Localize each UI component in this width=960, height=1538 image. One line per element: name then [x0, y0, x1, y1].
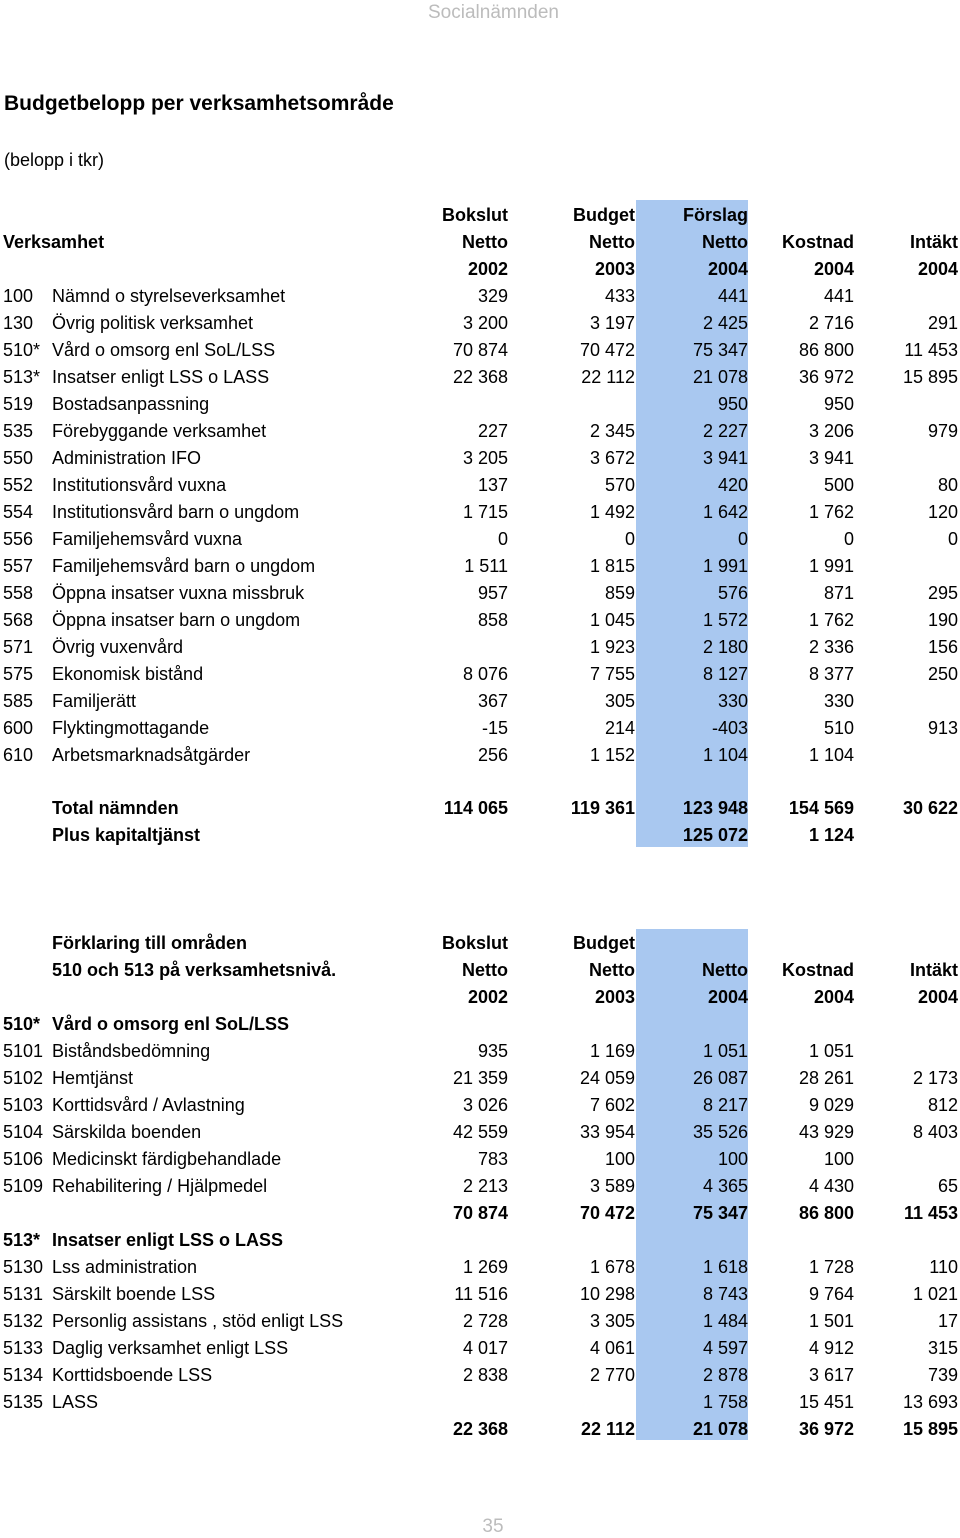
cell-bokslut-2002: 42 559 [452, 1122, 508, 1142]
cell-kostnad-2004: 2 336 [808, 637, 854, 657]
table-row [0, 1065, 960, 1092]
cell-bokslut-2002: 137 [477, 475, 508, 495]
cell-forslag-2004: 2004 [707, 259, 748, 279]
cell-label: Vård o omsorg enl SoL/LSS [52, 1014, 290, 1034]
table-row [0, 1308, 960, 1335]
cell-intakt-2004: 0 [947, 529, 958, 549]
cell-kostnad-2004: 3 206 [808, 421, 854, 441]
cell-intakt-2004: 11 453 [903, 1203, 958, 1223]
cell-budget-2003: 2003 [594, 987, 635, 1007]
cell-forslag-2004: 8 743 [702, 1284, 748, 1304]
cell-label: Förebyggande verksamhet [52, 421, 267, 441]
cell-forslag-2004: 35 526 [692, 1122, 748, 1142]
cell-code: 600 [3, 718, 34, 738]
cell-label: Övrig vuxenvård [52, 637, 184, 657]
cell-label: Lss administration [52, 1257, 198, 1277]
cell-kostnad-2004: 3 617 [808, 1365, 854, 1385]
cell-code: Verksamhet [3, 232, 105, 252]
cell-bokslut-2002: 2002 [467, 987, 508, 1007]
table-row [0, 418, 960, 445]
cell-label: Familjehemsvård vuxna [52, 529, 243, 549]
cell-code: 5134 [3, 1365, 44, 1385]
cell-code: 519 [3, 394, 34, 414]
cell-label: Särskilt boende LSS [52, 1284, 216, 1304]
cell-budget-2003: 22 112 [580, 1419, 635, 1439]
cell-code: 552 [3, 475, 34, 495]
cell-intakt-2004: 120 [927, 502, 958, 522]
cell-kostnad-2004: 36 972 [798, 367, 854, 387]
cell-budget-2003: 0 [624, 529, 635, 549]
cell-intakt-2004: 65 [937, 1176, 958, 1196]
cell-code: 5101 [3, 1041, 44, 1061]
cell-forslag-2004: 2 227 [702, 421, 748, 441]
cell-label: Rehabilitering / Hjälpmedel [52, 1176, 268, 1196]
cell-budget-2003: 3 305 [589, 1311, 635, 1331]
cell-bokslut-2002: 70 874 [452, 340, 508, 360]
cell-bokslut-2002: 22 368 [452, 1419, 508, 1439]
cell-kostnad-2004: 1 762 [808, 502, 854, 522]
table-row [0, 1173, 960, 1200]
cell-code: 585 [3, 691, 34, 711]
cell-intakt-2004: 15 895 [902, 1419, 958, 1439]
cell-intakt-2004: 812 [927, 1095, 958, 1115]
cell-intakt-2004: 315 [927, 1338, 958, 1358]
header-row [0, 229, 960, 256]
cell-kostnad-2004: 43 929 [798, 1122, 854, 1142]
cell-forslag-2004: 1 642 [702, 502, 748, 522]
cell-kostnad-2004: 2004 [813, 259, 854, 279]
cell-label: Familjerätt [52, 691, 137, 711]
cell-budget-2003: 1 923 [589, 637, 635, 657]
cell-label: Institutionsvård barn o ungdom [52, 502, 300, 522]
cell-code: 557 [3, 556, 34, 576]
cell-forslag-2004: 125 072 [682, 825, 748, 845]
table-row [0, 1146, 960, 1173]
page-header: Socialnämnden [428, 2, 559, 23]
cell-label: Total nämnden [52, 798, 179, 818]
cell-forslag-2004: 330 [717, 691, 748, 711]
table-row [0, 661, 960, 688]
cell-kostnad-2004: Kostnad [782, 960, 854, 980]
cell-budget-2003: 7 602 [589, 1095, 635, 1115]
cell-kostnad-2004: 1 728 [808, 1257, 854, 1277]
cell-budget-2003: 7 755 [589, 664, 635, 684]
cell-intakt-2004: 913 [927, 718, 958, 738]
cell-forslag-2004: 8 217 [702, 1095, 748, 1115]
cell-budget-2003: 1 152 [589, 745, 635, 765]
cell-bokslut-2002: 11 516 [454, 1284, 508, 1304]
cell-intakt-2004: 739 [927, 1365, 958, 1385]
table-row [0, 364, 960, 391]
cell-forslag-2004: 1 104 [702, 745, 748, 765]
cell-forslag-2004: 4 597 [702, 1338, 748, 1358]
cell-forslag-2004: Netto [702, 960, 748, 980]
cell-intakt-2004: 2004 [917, 987, 958, 1007]
header-row [0, 984, 960, 1011]
cell-kostnad-2004: 1 051 [808, 1041, 854, 1061]
cell-intakt-2004: 295 [927, 583, 958, 603]
cell-budget-2003: 214 [604, 718, 635, 738]
table-row [0, 1281, 960, 1308]
table-row [0, 1038, 960, 1065]
cell-intakt-2004: 291 [927, 313, 958, 333]
cell-forslag-2004: 2004 [707, 987, 748, 1007]
table-row [0, 715, 960, 742]
cell-label: Institutionsvård vuxna [52, 475, 227, 495]
cell-budget-2003: 3 589 [589, 1176, 635, 1196]
cell-label: Familjehemsvård barn o ungdom [52, 556, 316, 576]
cell-budget-2003: 2003 [594, 259, 635, 279]
cell-forslag-2004: 0 [737, 529, 748, 549]
cell-budget-2003: 2 770 [589, 1365, 635, 1385]
subtotal-row [0, 1416, 960, 1443]
cell-forslag-2004: 1 484 [702, 1311, 748, 1331]
cell-code: 5106 [3, 1149, 44, 1169]
header-row [0, 202, 960, 229]
table-row [0, 580, 960, 607]
cell-intakt-2004: Intäkt [909, 960, 958, 980]
cell-forslag-2004: 2 180 [702, 637, 748, 657]
cell-kostnad-2004: 500 [823, 475, 854, 495]
cell-code: 571 [3, 637, 34, 657]
table-row [0, 1254, 960, 1281]
cell-intakt-2004: 1 021 [912, 1284, 958, 1304]
cell-bokslut-2002: 4 017 [462, 1338, 508, 1358]
cell-intakt-2004: 15 895 [902, 367, 958, 387]
cell-forslag-2004: 1 991 [702, 556, 748, 576]
cell-forslag-2004: 123 948 [682, 798, 748, 818]
cell-code: 5102 [3, 1068, 44, 1088]
cell-label: Korttidsboende LSS [52, 1365, 213, 1385]
cell-code: 513* [3, 367, 41, 387]
cell-kostnad-2004: 1 501 [808, 1311, 854, 1331]
cell-kostnad-2004: 2 716 [808, 313, 854, 333]
total-row [0, 795, 960, 822]
cell-kostnad-2004: 154 569 [788, 798, 854, 818]
cell-label: Biståndsbedömning [52, 1041, 211, 1061]
cell-forslag-2004: -403 [711, 718, 748, 738]
cell-code: 554 [3, 502, 34, 522]
cell-budget-2003: 1 492 [589, 502, 635, 522]
cell-forslag-2004: 1 618 [702, 1257, 748, 1277]
cell-bokslut-2002: 3 026 [462, 1095, 508, 1115]
cell-bokslut-2002: Netto [462, 960, 508, 980]
cell-bokslut-2002: 3 205 [462, 448, 508, 468]
cell-budget-2003: 1 045 [589, 610, 635, 630]
cell-bokslut-2002: 8 076 [462, 664, 508, 684]
cell-bokslut-2002: 783 [477, 1149, 508, 1169]
cell-forslag-2004: 441 [717, 286, 748, 306]
cell-code: 535 [3, 421, 34, 441]
cell-budget-2003: 70 472 [579, 1203, 635, 1223]
table-row [0, 1335, 960, 1362]
cell-label: Vård o omsorg enl SoL/LSS [52, 340, 276, 360]
cell-label: Personlig assistans , stöd enligt LSS [52, 1311, 344, 1331]
table-row [0, 445, 960, 472]
cell-kostnad-2004: 0 [843, 529, 854, 549]
cell-budget-2003: 1 815 [589, 556, 635, 576]
cell-budget-2003: 10 298 [579, 1284, 635, 1304]
table-row [0, 526, 960, 553]
cell-bokslut-2002: 858 [477, 610, 508, 630]
cell-bokslut-2002: 367 [477, 691, 508, 711]
cell-code: 558 [3, 583, 34, 603]
subtotal-row [0, 1200, 960, 1227]
cell-kostnad-2004: 3 941 [808, 448, 854, 468]
cell-bokslut-2002: 1 715 [462, 502, 508, 522]
table-row [0, 1389, 960, 1416]
cell-intakt-2004: 8 403 [912, 1122, 958, 1142]
cell-code: 5135 [3, 1392, 44, 1412]
cell-forslag-2004: 4 365 [702, 1176, 748, 1196]
table-row [0, 472, 960, 499]
cell-bokslut-2002: 1 269 [462, 1257, 508, 1277]
cell-kostnad-2004: 86 800 [798, 340, 854, 360]
cell-kostnad-2004: 28 261 [798, 1068, 854, 1088]
table-row [0, 1119, 960, 1146]
cell-budget-2003: 4 061 [589, 1338, 635, 1358]
cell-budget-2003: 2 345 [589, 421, 635, 441]
cell-code: 5131 [3, 1284, 44, 1304]
cell-intakt-2004: 250 [927, 664, 958, 684]
cell-budget-2003: Budget [573, 205, 635, 225]
cell-bokslut-2002: 22 368 [452, 367, 508, 387]
cell-label: Bostadsanpassning [52, 394, 210, 414]
cell-bokslut-2002: 329 [477, 286, 508, 306]
cell-label: Administration IFO [52, 448, 202, 468]
cell-label: Daglig verksamhet enligt LSS [52, 1338, 289, 1358]
cell-intakt-2004: 30 622 [902, 798, 958, 818]
cell-intakt-2004: 17 [937, 1311, 958, 1331]
cell-label: Övrig politisk verksamhet [52, 313, 254, 333]
cell-label: Insatser enligt LSS o LASS [52, 1230, 284, 1250]
header-row [0, 957, 960, 984]
cell-budget-2003: 24 059 [579, 1068, 635, 1088]
cell-code: 5103 [3, 1095, 44, 1115]
cell-forslag-2004: 950 [717, 394, 748, 414]
cell-code: 5132 [3, 1311, 44, 1331]
cell-budget-2003: 33 954 [579, 1122, 635, 1142]
cell-intakt-2004: 2 173 [912, 1068, 958, 1088]
cell-forslag-2004: Förslag [682, 205, 748, 225]
cell-kostnad-2004: 15 451 [798, 1392, 854, 1412]
cell-code: 510* [3, 340, 41, 360]
cell-code: 568 [3, 610, 34, 630]
cell-budget-2003: 433 [604, 286, 635, 306]
cell-code: 5104 [3, 1122, 44, 1142]
table-row [0, 553, 960, 580]
cell-forslag-2004: 8 127 [702, 664, 748, 684]
section-row [0, 1227, 960, 1254]
cell-intakt-2004: 156 [927, 637, 958, 657]
cell-code: 550 [3, 448, 34, 468]
cell-bokslut-2002: Bokslut [441, 205, 508, 225]
cell-budget-2003: 1 169 [589, 1041, 635, 1061]
cell-budget-2003: 305 [604, 691, 635, 711]
cell-bokslut-2002: 3 200 [462, 313, 508, 333]
cell-forslag-2004: 21 078 [692, 367, 748, 387]
page-title: Budgetbelopp per verksamhetsområde [4, 92, 394, 115]
cell-budget-2003: Budget [573, 933, 635, 953]
cell-code: 575 [3, 664, 34, 684]
cell-kostnad-2004: 9 029 [808, 1095, 854, 1115]
cell-intakt-2004: 979 [927, 421, 958, 441]
cell-code: 5109 [3, 1176, 44, 1196]
cell-kostnad-2004: 1 762 [808, 610, 854, 630]
page-number: 35 [482, 1516, 504, 1537]
cell-label: 510 och 513 på verksamhetsnivå. [52, 960, 337, 980]
cell-forslag-2004: 1 051 [702, 1041, 748, 1061]
cell-kostnad-2004: 2004 [813, 987, 854, 1007]
cell-code: 513* [3, 1230, 41, 1250]
cell-kostnad-2004: 36 972 [798, 1419, 854, 1439]
cell-label: Plus kapitaltjänst [52, 825, 201, 845]
cell-kostnad-2004: 510 [823, 718, 854, 738]
table-row [0, 1362, 960, 1389]
table-row [0, 688, 960, 715]
section-row [0, 1011, 960, 1038]
cell-budget-2003: 1 678 [589, 1257, 635, 1277]
cell-budget-2003: 100 [604, 1149, 635, 1169]
cell-kostnad-2004: 1 104 [808, 745, 854, 765]
table-row [0, 499, 960, 526]
cell-label: Förklaring till områden [52, 933, 248, 953]
cell-kostnad-2004: 4 430 [808, 1176, 854, 1196]
cell-bokslut-2002: 0 [497, 529, 508, 549]
cell-bokslut-2002: 1 511 [464, 556, 508, 576]
cell-bokslut-2002: Netto [462, 232, 508, 252]
cell-code: 130 [3, 313, 34, 333]
cell-forslag-2004: 75 347 [692, 1203, 748, 1223]
cell-code: 510* [3, 1014, 41, 1034]
cell-forslag-2004: 1 758 [702, 1392, 748, 1412]
cell-bokslut-2002: 2 213 [462, 1176, 508, 1196]
cell-label: Medicinskt färdigbehandlade [52, 1149, 282, 1169]
table-row [0, 337, 960, 364]
table-row [0, 283, 960, 310]
cell-kostnad-2004: 1 991 [808, 556, 854, 576]
cell-bokslut-2002: 256 [477, 745, 508, 765]
cell-bokslut-2002: 70 874 [452, 1203, 508, 1223]
cell-budget-2003: 570 [604, 475, 635, 495]
cell-label: LASS [52, 1392, 99, 1412]
cell-kostnad-2004: 871 [823, 583, 854, 603]
cell-bokslut-2002: 21 359 [452, 1068, 508, 1088]
cell-intakt-2004: 2004 [917, 259, 958, 279]
cell-kostnad-2004: 441 [823, 286, 854, 306]
cell-forslag-2004: 21 078 [692, 1419, 748, 1439]
table-row [0, 310, 960, 337]
cell-bokslut-2002: 227 [477, 421, 508, 441]
cell-budget-2003: 70 472 [579, 340, 635, 360]
cell-intakt-2004: Intäkt [909, 232, 958, 252]
cell-label: Korttidsvård / Avlastning [52, 1095, 245, 1115]
cell-forslag-2004: 75 347 [692, 340, 748, 360]
page-subtitle: (belopp i tkr) [4, 150, 105, 170]
cell-forslag-2004: 2 878 [702, 1365, 748, 1385]
cell-forslag-2004: 100 [717, 1149, 748, 1169]
cell-forslag-2004: 2 425 [702, 313, 748, 333]
cell-kostnad-2004: 1 124 [808, 825, 854, 845]
cell-code: 610 [3, 745, 34, 765]
cell-bokslut-2002: -15 [481, 718, 508, 738]
cell-intakt-2004: 11 453 [904, 340, 958, 360]
cell-budget-2003: Netto [589, 232, 635, 252]
cell-label: Flyktingmottagande [52, 718, 210, 738]
table-row [0, 607, 960, 634]
cell-budget-2003: 3 197 [589, 313, 635, 333]
cell-label: Särskilda boenden [52, 1122, 202, 1142]
cell-kostnad-2004: 8 377 [808, 664, 854, 684]
cell-intakt-2004: 110 [929, 1257, 958, 1277]
table-row [0, 634, 960, 661]
header-row [0, 256, 960, 283]
cell-label: Ekonomisk bistånd [52, 664, 204, 684]
cell-forslag-2004: 576 [717, 583, 748, 603]
cell-budget-2003: 22 112 [581, 367, 635, 387]
cell-code: 5133 [3, 1338, 44, 1358]
cell-budget-2003: 859 [604, 583, 635, 603]
cell-kostnad-2004: 950 [823, 394, 854, 414]
cell-bokslut-2002: 2 728 [462, 1311, 508, 1331]
cell-code: 100 [3, 286, 34, 306]
cell-kostnad-2004: Kostnad [782, 232, 854, 252]
cell-label: Insatser enligt LSS o LASS [52, 367, 270, 387]
cell-bokslut-2002: 935 [477, 1041, 508, 1061]
cell-label: Öppna insatser barn o ungdom [52, 610, 301, 630]
cell-budget-2003: 119 361 [570, 798, 635, 818]
table-row [0, 1092, 960, 1119]
cell-forslag-2004: 3 941 [702, 448, 748, 468]
cell-kostnad-2004: 4 912 [808, 1338, 854, 1358]
cell-label: Arbetsmarknadsåtgärder [52, 745, 251, 765]
cell-code: 556 [3, 529, 34, 549]
cell-intakt-2004: 190 [927, 610, 958, 630]
cell-budget-2003: 3 672 [589, 448, 635, 468]
total-row [0, 822, 960, 849]
cell-forslag-2004: 26 087 [692, 1068, 748, 1088]
cell-code: 5130 [3, 1257, 44, 1277]
cell-intakt-2004: 13 693 [902, 1392, 958, 1412]
cell-label: Öppna insatser vuxna missbruk [52, 583, 305, 603]
cell-forslag-2004: 420 [717, 475, 748, 495]
cell-bokslut-2002: 2 838 [462, 1365, 508, 1385]
cell-budget-2003: Netto [589, 960, 635, 980]
cell-bokslut-2002: 2002 [467, 259, 508, 279]
table-row [0, 391, 960, 418]
cell-forslag-2004: 1 572 [702, 610, 748, 630]
cell-forslag-2004: Netto [702, 232, 748, 252]
cell-kostnad-2004: 330 [823, 691, 854, 711]
cell-bokslut-2002: 114 065 [443, 798, 508, 818]
cell-label: Hemtjänst [52, 1068, 134, 1088]
cell-bokslut-2002: Bokslut [441, 933, 508, 953]
cell-intakt-2004: 80 [937, 475, 958, 495]
cell-kostnad-2004: 100 [823, 1149, 854, 1169]
cell-kostnad-2004: 9 764 [808, 1284, 854, 1304]
cell-kostnad-2004: 86 800 [798, 1203, 854, 1223]
header-row [0, 930, 960, 957]
cell-bokslut-2002: 957 [477, 583, 508, 603]
table-row [0, 742, 960, 769]
cell-label: Nämnd o styrelseverksamhet [52, 286, 286, 306]
